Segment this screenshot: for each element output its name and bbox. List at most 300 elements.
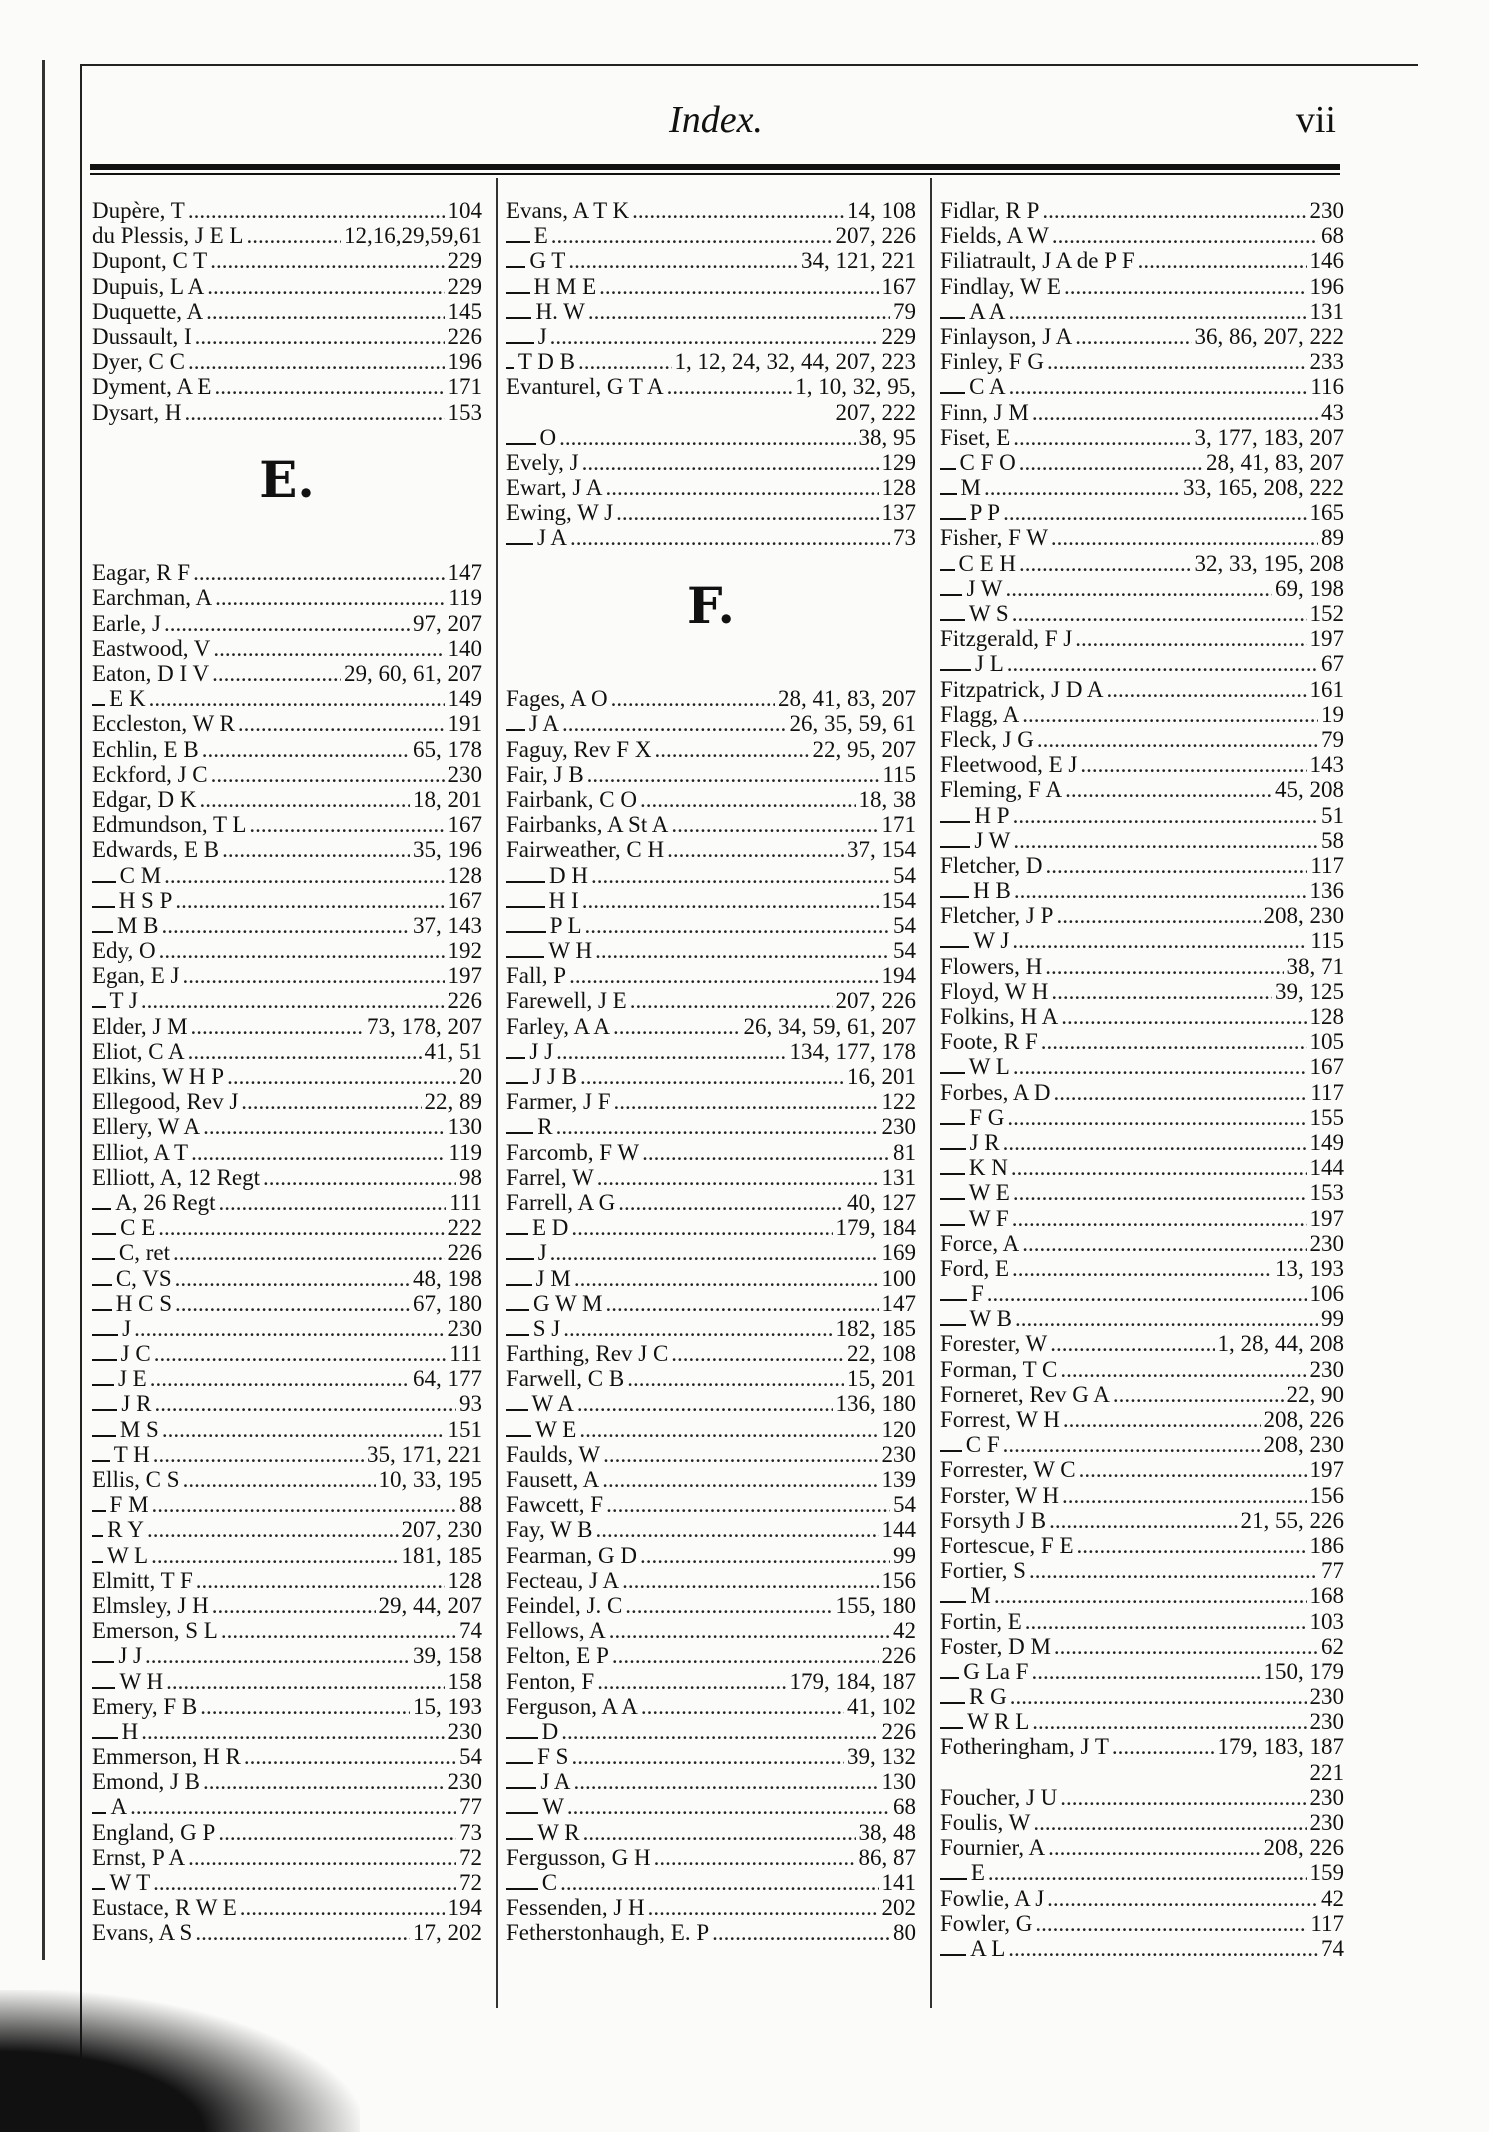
index-entry	[940, 1785, 1344, 1810]
index-entry	[940, 1004, 1344, 1029]
leader-dots	[162, 1417, 445, 1442]
entry-name	[92, 1895, 237, 1920]
entry-pages: 111	[449, 1189, 482, 1215]
entry-pages: 230	[447, 1315, 482, 1341]
entry-pages: 36, 86, 207, 222	[1194, 323, 1344, 349]
ditto-dash	[940, 1198, 965, 1200]
leader-dots	[1019, 551, 1191, 576]
index-entry	[92, 1543, 482, 1568]
entry-pages: 74	[1321, 1935, 1344, 1961]
entry-pages: 167	[447, 887, 482, 913]
entry-name-text: Forrester, W C	[940, 1457, 1076, 1483]
entry-pages: 140	[447, 635, 482, 661]
leader-dots	[184, 400, 444, 425]
entry-name-text: Elder, J M	[92, 1013, 188, 1039]
index-entry	[506, 1190, 916, 1215]
entry-name	[92, 1114, 200, 1139]
entry-pages: 167	[881, 273, 916, 299]
leader-dots	[1042, 198, 1306, 223]
entry-name	[537, 1820, 579, 1845]
entry-pages: 222	[447, 1215, 482, 1241]
ditto-dash	[940, 1123, 965, 1125]
header-rule-thin	[90, 173, 1340, 175]
leader-dots	[591, 863, 890, 888]
entry-pages: 15, 193	[413, 1693, 482, 1719]
index-entry	[506, 1417, 916, 1442]
entry-pages: 18, 201	[413, 786, 482, 812]
index-entry	[506, 1820, 916, 1845]
index-entry	[92, 223, 482, 248]
entry-name	[92, 223, 243, 248]
entry-name-text: W F	[968, 1205, 1009, 1231]
index-entry	[940, 954, 1344, 979]
entry-name-text: H S P	[118, 887, 173, 913]
entry-name-text: Forman, T C	[940, 1356, 1058, 1382]
entry-name-text: Earle, J	[92, 610, 161, 636]
entry-name-text: C E H	[958, 550, 1017, 576]
index-entry	[506, 1140, 916, 1165]
entry-name	[506, 1014, 610, 1039]
entry-name	[506, 1492, 603, 1517]
entry-pages: 226	[447, 323, 482, 349]
entry-name	[117, 913, 159, 938]
index-entry	[940, 1206, 1344, 1231]
entry-name-text: Finley, F G	[940, 349, 1044, 375]
index-entry	[940, 500, 1344, 525]
entry-name	[940, 1483, 1059, 1508]
entry-name	[535, 299, 584, 324]
index-entry	[92, 560, 482, 585]
index-entry	[92, 248, 482, 273]
index-entry	[506, 1517, 916, 1542]
index-entry	[92, 1039, 482, 1064]
leader-dots	[219, 1190, 447, 1215]
leader-dots	[202, 737, 410, 762]
leader-dots	[588, 299, 890, 324]
entry-pages: 208, 230	[1263, 903, 1344, 929]
section-gap	[92, 425, 482, 450]
leader-dots	[240, 1895, 445, 1920]
entry-name-text: P L	[549, 912, 582, 938]
leader-dots	[1051, 525, 1318, 550]
entry-pages: 119	[448, 1139, 482, 1165]
entry-name-text: Dupont, C T	[92, 248, 208, 274]
entry-pages: 72	[459, 1844, 482, 1870]
entry-name-text: Foote, R F	[940, 1029, 1038, 1055]
entry-pages: 143	[1309, 752, 1344, 778]
entry-name-text: Dupère, T	[92, 198, 185, 223]
entry-name	[107, 1543, 148, 1568]
entry-name	[940, 1004, 1058, 1029]
ditto-dash	[940, 1727, 963, 1729]
entry-name-text: Findlay, W E	[940, 273, 1061, 299]
leader-dots	[603, 1442, 878, 1467]
entry-pages: 86, 87	[858, 1844, 916, 1870]
entry-name	[966, 1432, 1000, 1457]
entry-name-text: J A	[536, 525, 568, 551]
entry-name-text: Forneret, Rev G A	[940, 1381, 1110, 1407]
index-entry	[92, 1014, 482, 1039]
entry-name	[92, 1694, 197, 1719]
leader-dots	[627, 1366, 844, 1391]
leader-dots	[550, 324, 879, 349]
entry-pages: 51	[1321, 802, 1344, 828]
leader-dots	[166, 1669, 444, 1694]
entry-name-text: Fleming, F A	[940, 777, 1063, 803]
index-entry	[506, 324, 916, 349]
entry-name-text: Eaton, D I V	[92, 661, 210, 686]
ditto-dash	[506, 443, 536, 445]
entry-name	[532, 1064, 577, 1089]
index-entry	[92, 1190, 482, 1215]
entry-name	[940, 1558, 1026, 1583]
leader-dots	[562, 711, 787, 736]
index-entry	[92, 1165, 482, 1190]
entry-pages: 229	[447, 273, 482, 299]
section-gap	[92, 535, 482, 560]
entry-name-text: J J	[529, 1038, 554, 1064]
index-entry	[92, 611, 482, 636]
entry-pages: 117	[1310, 1910, 1344, 1936]
entry-name	[120, 1417, 159, 1442]
entry-name	[940, 1256, 1009, 1281]
entry-pages: 182, 185	[835, 1315, 916, 1341]
entry-name-text: K N	[968, 1155, 1008, 1181]
entry-name-text: Fletcher, J P	[940, 903, 1054, 929]
ditto-dash	[940, 1224, 965, 1226]
leader-dots	[1022, 1231, 1306, 1256]
ditto-dash	[940, 468, 956, 470]
entry-name-text: Finn, J M	[940, 399, 1029, 425]
entry-name-text: H M E	[533, 273, 597, 299]
entry-name-text: W H	[548, 938, 593, 964]
entry-pages: 73, 178, 207	[367, 1013, 482, 1039]
entry-pages: 54	[893, 862, 916, 888]
leader-dots	[1033, 1810, 1306, 1835]
entry-name-text: J R	[969, 1129, 1000, 1155]
entry-name	[538, 324, 547, 349]
index-entry	[92, 1366, 482, 1391]
index-entry	[92, 1568, 482, 1593]
entry-name	[92, 1618, 218, 1643]
index-entry	[940, 1256, 1344, 1281]
index-entry	[940, 349, 1344, 374]
leader-dots	[1007, 1105, 1306, 1130]
entry-name-text: Farewell, J E	[506, 988, 627, 1014]
entry-pages: 106	[1309, 1281, 1344, 1307]
entry-name	[940, 777, 1062, 802]
ditto-dash	[506, 1435, 531, 1437]
index-entry	[92, 1240, 482, 1265]
entry-pages: 1, 28, 44, 208	[1217, 1331, 1344, 1357]
ditto-dash	[940, 493, 957, 495]
index-entry	[940, 1281, 1344, 1306]
entry-name-text: T D B	[517, 349, 575, 375]
entry-pages: 77	[459, 1794, 482, 1820]
index-entry	[506, 1064, 916, 1089]
leader-dots	[222, 837, 410, 862]
entry-name	[109, 686, 145, 711]
entry-name-text: W E	[535, 1416, 577, 1442]
entry-name	[970, 1130, 1000, 1155]
entry-name-text: Eagar, R F	[92, 560, 191, 586]
entry-name-text: Farwell, C B	[506, 1366, 625, 1392]
index-entry	[506, 198, 916, 223]
index-entry	[940, 853, 1344, 878]
entry-pages: 28, 41, 83, 207	[778, 686, 916, 712]
leader-dots	[571, 1215, 832, 1240]
index-entry	[506, 1895, 916, 1920]
leader-dots	[582, 450, 879, 475]
entry-name-text: T H	[113, 1441, 150, 1467]
ditto-dash	[506, 241, 530, 243]
entry-name-text: C A	[969, 374, 1006, 400]
index-entry	[92, 1266, 482, 1291]
entry-name-text: Emerson, S L	[92, 1618, 218, 1644]
leader-dots	[595, 938, 890, 963]
entry-pages: 38, 48	[858, 1819, 916, 1845]
leader-dots	[640, 787, 856, 812]
index-column-1	[92, 198, 482, 1946]
entry-name	[506, 1165, 594, 1190]
ditto-dash	[940, 1148, 966, 1150]
entry-name-text: Fortier, S	[940, 1558, 1026, 1584]
index-entry	[92, 1618, 482, 1643]
entry-pages: 144	[881, 1517, 916, 1543]
entry-pages: 207, 226	[835, 988, 916, 1014]
entry-pages: 141	[881, 1870, 916, 1895]
entry-name-text: Forester, W	[940, 1331, 1048, 1357]
leader-dots	[203, 1114, 444, 1139]
entry-name-text: Finlayson, J A	[940, 323, 1073, 349]
index-entry	[92, 837, 482, 862]
leader-dots	[580, 1064, 844, 1089]
index-entry	[92, 888, 482, 913]
entry-name	[970, 500, 1000, 525]
index-entry	[506, 1769, 916, 1794]
entry-name-text: W L	[107, 1542, 149, 1568]
entry-name	[506, 1517, 592, 1542]
entry-pages: 208, 230	[1263, 1432, 1344, 1458]
ditto-dash	[940, 518, 966, 520]
index-entry	[92, 324, 482, 349]
entry-name	[537, 1114, 552, 1139]
leader-dots	[191, 1140, 445, 1165]
leader-dots	[1075, 324, 1191, 349]
leader-dots	[640, 1543, 890, 1568]
entry-name-text: Fairbanks, A St A	[506, 812, 669, 838]
index-entry	[940, 1659, 1344, 1684]
entry-name-text: J A	[540, 1769, 571, 1795]
index-entry	[940, 576, 1344, 601]
leader-dots	[158, 1215, 444, 1240]
entry-name-text: J	[122, 1315, 132, 1341]
ditto-dash	[506, 543, 533, 545]
entry-name	[92, 299, 203, 324]
entry-name-text: Forbes, A D	[940, 1079, 1051, 1105]
leader-dots	[241, 1089, 421, 1114]
index-entry	[92, 1089, 482, 1114]
index-entry	[506, 475, 916, 500]
index-entry	[92, 299, 482, 324]
index-entry	[940, 525, 1344, 550]
index-entry	[506, 1467, 916, 1492]
ditto-dash	[92, 1661, 114, 1663]
leader-dots	[207, 274, 444, 299]
entry-pages: 1, 12, 24, 32, 44, 207, 223	[674, 349, 916, 375]
leader-dots	[191, 1014, 364, 1039]
entry-pages: 128	[881, 475, 916, 501]
entry-name	[940, 1331, 1047, 1356]
leader-dots	[150, 1366, 410, 1391]
entry-name	[119, 1669, 163, 1694]
entry-pages: 22, 89	[424, 1089, 482, 1115]
entry-name-text: Felton, E P	[506, 1643, 609, 1669]
entry-name-text: Farthing, Rev J C	[506, 1341, 669, 1367]
entry-name-text: W H	[119, 1668, 164, 1694]
entry-pages: 151	[447, 1416, 482, 1442]
entry-name-text: Fisher, F W	[940, 525, 1048, 551]
entry-pages: 155, 180	[835, 1592, 916, 1618]
entry-pages: 111	[449, 1341, 482, 1367]
entry-name	[540, 1769, 570, 1794]
entry-name	[940, 752, 1077, 777]
entry-name-text: Evans, A S	[92, 1920, 193, 1946]
index-entry	[506, 1870, 916, 1895]
entry-name	[506, 988, 627, 1013]
entry-name-text: Farrell, A G	[506, 1189, 616, 1215]
entry-pages: 134, 177, 178	[789, 1038, 916, 1064]
entry-pages: 226	[881, 1718, 916, 1744]
entry-name	[92, 661, 209, 686]
entry-name	[974, 803, 1009, 828]
entry-pages: 79	[1321, 726, 1344, 752]
entry-pages: 197	[1309, 626, 1344, 652]
entry-pages: 39, 158	[413, 1643, 482, 1669]
index-entry	[940, 777, 1344, 802]
entry-name	[940, 1734, 1109, 1759]
leader-dots	[200, 1694, 410, 1719]
entry-pages: 131	[1309, 298, 1344, 324]
index-entry	[92, 1895, 482, 1920]
leader-dots	[1013, 803, 1318, 828]
index-entry	[506, 863, 916, 888]
entry-name	[529, 711, 559, 736]
entry-pages: 167	[447, 812, 482, 838]
leader-dots	[1045, 954, 1283, 979]
leader-dots	[153, 1870, 456, 1895]
entry-pages: 117	[1310, 852, 1344, 878]
index-entry	[506, 686, 916, 711]
ditto-dash	[92, 1258, 115, 1260]
entry-pages: 122	[881, 1089, 916, 1115]
leader-dots	[585, 913, 890, 938]
index-entry	[940, 1508, 1344, 1533]
index-entry	[506, 374, 916, 399]
entry-name	[92, 787, 196, 812]
ditto-dash	[506, 292, 530, 294]
entry-pages: 158	[447, 1668, 482, 1694]
ditto-dash	[92, 1006, 106, 1008]
entry-name-text: W	[542, 1794, 564, 1820]
index-entry	[92, 1114, 482, 1139]
leader-dots	[609, 1618, 890, 1643]
leader-dots	[561, 1719, 878, 1744]
ditto-dash	[940, 896, 969, 898]
ditto-dash	[92, 1409, 117, 1411]
index-entry	[92, 400, 482, 425]
entry-pages: 230	[881, 1114, 916, 1140]
index-entry	[940, 677, 1344, 702]
leader-dots	[577, 1391, 833, 1416]
entry-name	[92, 1039, 185, 1064]
index-entry	[940, 1457, 1344, 1482]
leader-dots	[1015, 1306, 1318, 1331]
entry-name-text: Forsyth J B	[940, 1507, 1047, 1533]
leader-dots	[1012, 1206, 1307, 1231]
entry-name-text: M	[970, 1583, 991, 1609]
entry-name	[92, 762, 208, 787]
entry-name	[92, 374, 211, 399]
ditto-dash	[92, 1561, 103, 1563]
entry-name-text: Fages, A O	[506, 686, 608, 712]
leader-dots	[211, 762, 445, 787]
ditto-dash	[940, 1299, 967, 1301]
entry-name	[940, 1357, 1057, 1382]
index-entry	[92, 1820, 482, 1845]
entry-pages: 194	[447, 1895, 482, 1921]
entry-name-text: Fleetwood, E J	[940, 752, 1078, 778]
page-number: vii	[1295, 99, 1336, 141]
ditto-dash	[940, 1072, 965, 1074]
entry-name-text: W S	[968, 601, 1009, 626]
entry-name	[940, 349, 1044, 374]
entry-pages: 22, 108	[847, 1341, 916, 1367]
leader-dots	[1056, 903, 1260, 928]
index-entry	[940, 1734, 1344, 1759]
entry-name-text: Elmsley, J H	[92, 1592, 209, 1618]
index-entry	[940, 299, 1344, 324]
entry-name	[506, 475, 602, 500]
entry-name	[92, 737, 199, 762]
entry-pages: 230	[1309, 1810, 1344, 1835]
leader-dots	[579, 1417, 878, 1442]
entry-name-text: G T	[529, 248, 566, 274]
entry-pages: 147	[447, 560, 482, 586]
index-entry	[92, 198, 482, 223]
entry-name-text: H. W	[535, 298, 585, 324]
entry-name	[506, 787, 637, 812]
leader-dots	[614, 1089, 879, 1114]
leader-dots	[175, 888, 444, 913]
ditto-dash	[940, 1324, 966, 1326]
entry-name-text: W E	[968, 1180, 1010, 1206]
index-entry	[92, 1140, 482, 1165]
ditto-dash	[92, 1460, 110, 1462]
entry-name	[506, 1618, 606, 1643]
ditto-dash	[92, 1284, 112, 1286]
ditto-dash	[506, 956, 544, 958]
entry-pages: 48, 198	[413, 1265, 482, 1291]
index-entry	[940, 626, 1344, 651]
entry-name-text: J J	[118, 1643, 142, 1669]
leader-dots	[994, 1583, 1307, 1608]
leader-dots	[152, 1492, 456, 1517]
entry-name	[122, 1719, 139, 1744]
entry-pages: 207, 230	[401, 1517, 482, 1543]
ditto-dash	[940, 821, 970, 823]
entry-name-text: Emery, F B	[92, 1693, 198, 1719]
